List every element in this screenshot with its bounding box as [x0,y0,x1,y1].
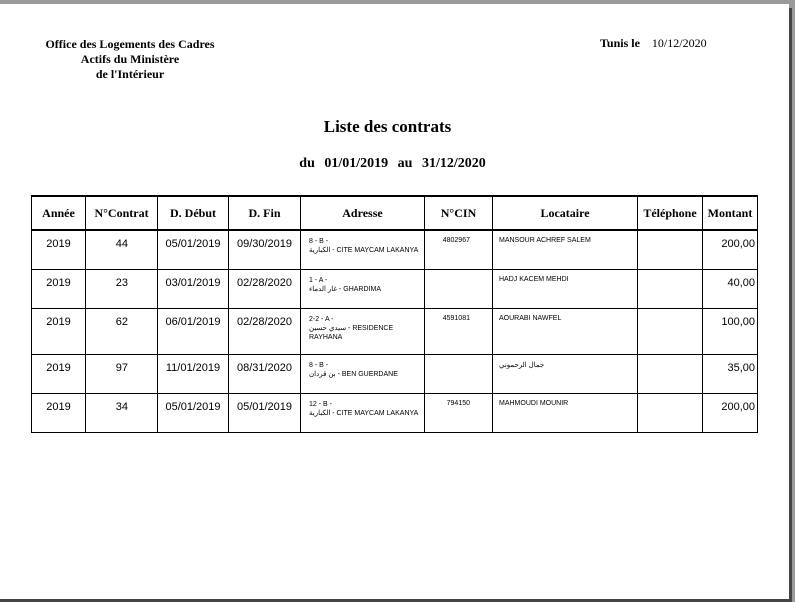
cell-fin: 02/28/2020 [229,309,301,355]
cell-montant: 100,00 [703,309,758,355]
org-line-2: Actifs du Ministère [80,52,180,66]
place-label: Tunis le [600,36,640,50]
cell-annee: 2019 [32,355,86,394]
cell-cin [425,270,493,309]
table-row [32,270,758,309]
cell-adresse [301,309,425,355]
org-line-1: Office des Logements des Cadres [45,37,215,51]
column-header-telephone: Téléphone [638,196,703,230]
cell-montant: 200,00 [703,230,758,270]
adresse-line-1: 8 - B - [309,362,329,369]
cell-telephone [638,394,703,433]
cell-locataire: AOURABI NAWFEL [493,309,638,355]
column-header-cin: N°CIN [425,196,493,230]
cell-locataire: MANSOUR ACHREF SALEM [493,230,638,270]
cell-montant: 40,00 [703,270,758,309]
report-date-line [600,36,770,51]
cell-contrat: 62 [86,309,158,355]
cell-contrat: 44 [86,230,158,270]
contracts-table [31,195,758,433]
cell-annee: 2019 [32,270,86,309]
period-to: 31/12/2020 [421,156,486,171]
period-to-label: au [397,156,413,171]
cell-telephone [638,230,703,270]
adresse-line-1: 8 - B - [309,238,329,245]
cell-contrat: 97 [86,355,158,394]
report-date: 10/12/2020 [651,36,707,50]
cell-locataire: HADJ KACEM MEHDI [493,270,638,309]
page-shadow-right [789,8,792,602]
cell-locataire: MAHMOUDI MOUNIR [493,394,638,433]
column-header-adresse: Adresse [301,196,425,230]
cell-cin: 4591081 [425,309,493,355]
cell-contrat: 34 [86,394,158,433]
cell-adresse [301,270,425,309]
cell-fin: 09/30/2019 [229,230,301,270]
adresse-line-2: الكبارية - CITE MAYCAM LAKANYA [309,247,419,254]
cell-adresse [301,394,425,433]
cell-cin [425,355,493,394]
column-header-montant: Montant [703,196,758,230]
cell-contrat: 23 [86,270,158,309]
organization-name [20,37,240,82]
table-row [32,309,758,355]
cell-telephone [638,309,703,355]
table-row [32,230,758,270]
org-line-3: de l'Intérieur [95,67,165,81]
cell-fin: 02/28/2020 [229,270,301,309]
cell-annee: 2019 [32,230,86,270]
cell-locataire: جمال الرحموني [493,355,638,394]
cell-annee: 2019 [32,394,86,433]
cell-telephone [638,270,703,309]
adresse-line-1: 1 - A - [309,277,328,284]
cell-telephone [638,355,703,394]
adresse-line-1: 12 - B - [309,401,332,408]
report-title: Liste des contrats [323,117,452,136]
cell-annee: 2019 [32,309,86,355]
cell-cin: 4802967 [425,230,493,270]
period-from-label: du [299,156,315,171]
table-header-row [32,196,758,230]
cell-adresse [301,230,425,270]
adresse-line-2: غار الدماء - GHARDIMA [309,286,381,293]
table-row [32,394,758,433]
cell-debut: 03/01/2019 [158,270,229,309]
column-header-contrat: N°Contrat [86,196,158,230]
cell-debut: 06/01/2019 [158,309,229,355]
column-header-fin: D. Fin [229,196,301,230]
adresse-line-2: الكبارية - CITE MAYCAM LAKANYA [309,410,419,417]
adresse-line-2: سيدي حسين - RESIDENCE RAYHANA [309,325,394,341]
cell-fin: 05/01/2019 [229,394,301,433]
table-row [32,355,758,394]
cell-debut: 05/01/2019 [158,230,229,270]
report-period [0,156,785,172]
column-header-locataire: Locataire [493,196,638,230]
cell-montant: 200,00 [703,394,758,433]
cell-fin: 08/31/2020 [229,355,301,394]
cell-debut: 05/01/2019 [158,394,229,433]
column-header-annee: Année [32,196,86,230]
column-header-debut: D. Début [158,196,229,230]
cell-cin: 794150 [425,394,493,433]
adresse-line-2: بن قردان - BEN GUERDANE [309,371,398,378]
cell-montant: 35,00 [703,355,758,394]
adresse-line-1: 2-2 - A - [309,316,334,323]
cell-adresse [301,355,425,394]
period-from: 01/01/2019 [324,156,389,171]
cell-debut: 11/01/2019 [158,355,229,394]
